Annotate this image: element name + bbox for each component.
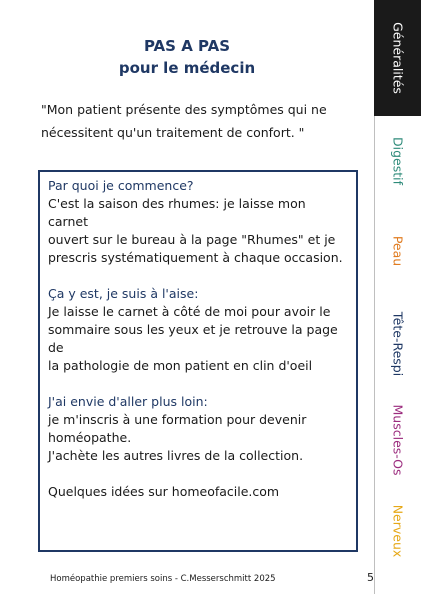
tab-digestif[interactable] [374,116,421,206]
section-text: je m'inscris à une formation pour devenir [48,412,307,427]
page-number: 5 [367,571,374,584]
section-text: sommaire sous les yeux et je retrouve la page de [48,322,338,355]
tab-label: Peau [390,235,405,267]
tab-peau[interactable] [374,206,421,296]
section-text: homéopathe. [48,430,132,445]
tab-nerveux[interactable] [374,488,421,574]
intro-line: nécessitent qu'un traitement de confort. " [41,125,305,140]
section-text: C'est la saison des rhumes: je laisse mon carnet [48,196,306,229]
section-text: Je laisse le carnet à côté de moi pour avoir le [48,304,331,319]
intro-quote [41,98,361,144]
tab-tete-respi[interactable] [374,296,421,392]
tab-label: Muscles-Os [390,404,405,476]
section-text: J'achète les autres livres de la collection. [48,448,304,463]
closing-link-text: Quelques idées sur homeofacile.com [48,484,280,499]
tab-label: Nerveux [390,504,405,558]
tab-label: Généralités [390,22,405,94]
chapter-tabs [374,0,421,594]
page-subtitle: pour le médecin [118,59,256,77]
tab-label: Digestif [390,136,405,186]
tab-label: Tête-Respi [390,311,405,377]
intro-line: "Mon patient présente des symptômes qui ne [41,102,327,117]
section-text: ouvert sur le bureau à la page "Rhumes" et je [48,232,336,247]
section-heading: Par quoi je commence? [48,178,194,193]
section-text: la pathologie de mon patient en clin d'oeil [48,358,313,373]
section-heading: Ça y est, je suis à l'aise: [48,286,199,301]
tab-generalites[interactable] [374,0,421,116]
page-title: PAS A PAS [143,37,231,55]
section-heading: J'ai envie d'aller plus loin: [48,394,208,409]
steps-box [38,170,358,552]
section-text: prescris systématiquement à chaque occasion. [48,250,343,265]
footer-credit: Homéopathie premiers soins - C.Messerschmitt 2025 [50,574,276,584]
tab-muscles-os[interactable] [374,392,421,488]
